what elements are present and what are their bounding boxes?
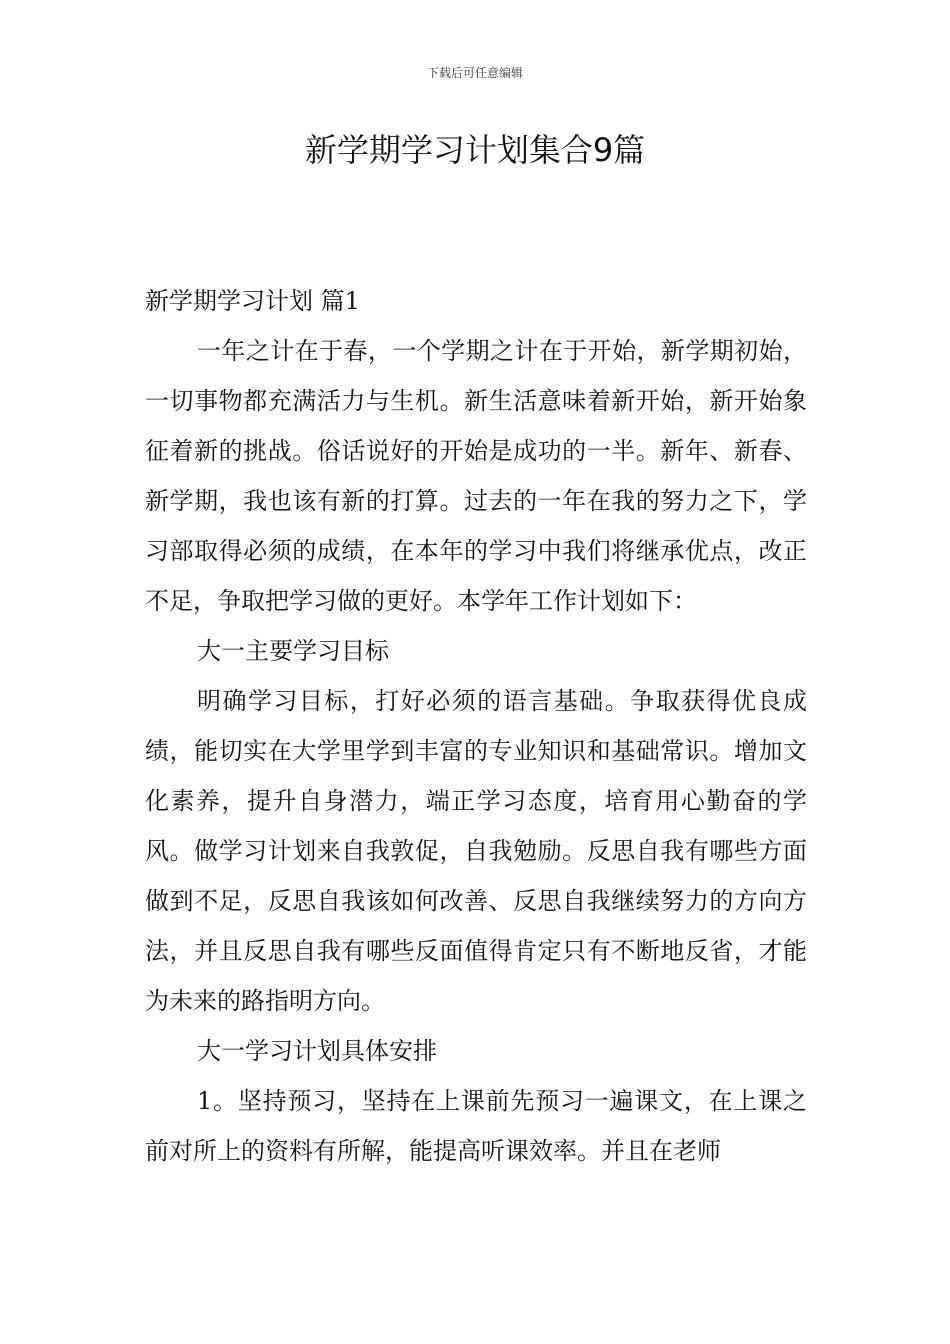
subheading-arrangement: 大一学习计划具体安排: [197, 1037, 437, 1065]
paragraph-arrangement: 1。坚持预习，坚持在上课前先预习一遍课文，在上课之前对所上的资料有所解，能提高听课效率。并且在老师: [145, 1087, 807, 1165]
subheading-goals: 大一主要学习目标: [197, 637, 389, 665]
section-heading: 新学期学习计划 篇1: [145, 287, 360, 315]
paragraph-goals: 明确学习目标，打好必须的语言基础。争取获得优良成绩，能切实在大学里学到丰富的专业知识和基础常识。增加文化素养，提升自身潜力，端正学习态度，培育用心勤奋的学风。做学习计划来自我敦促，自我勉励。反思自我有哪些方面做到不足，反思自我该如何改善、反思自我继续努力的方向方法，并且反思自我有哪些反面值得肯定只有不断地反省，才能为未来的路指明方向。: [145, 687, 807, 1015]
header-note: 下载后可任意编辑: [426, 66, 523, 80]
document-body: [145, 276, 807, 1176]
paragraph-intro: 一年之计在于春，一个学期之计在于开始，新学期初始，一切事物都充满活力与生机。新生活意味着新开始，新开始象征着新的挑战。俗话说好的开始是成功的一半。新年、新春、新学期，我也该有新的打算。过去的一年在我的努力之下，学习部取得必须的成绩，在本年的学习中我们将继承优点，改正不足，争取把学习做的更好。本学年工作计划如下：: [145, 337, 807, 615]
document-title: 新学期学习计划集合9篇: [304, 131, 646, 169]
